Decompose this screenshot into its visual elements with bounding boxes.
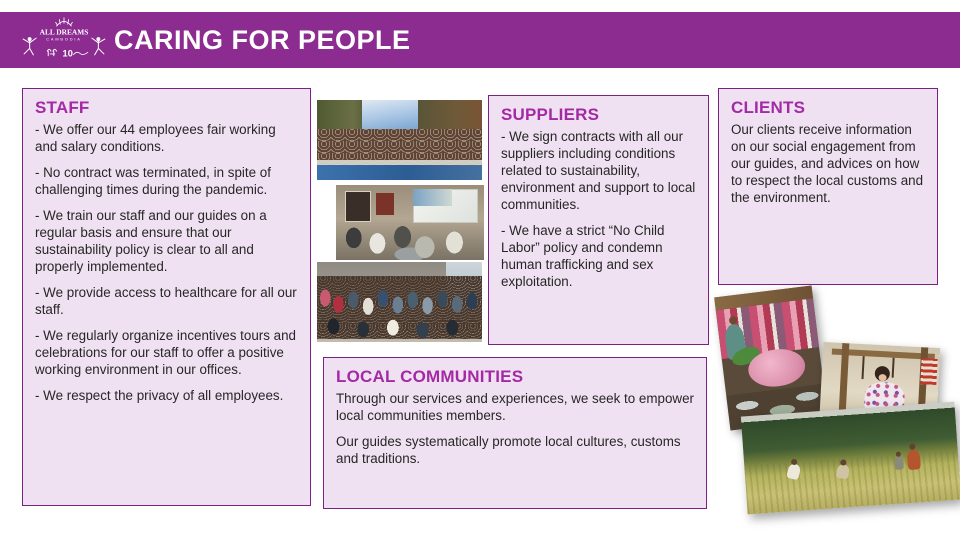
local-communities-heading: LOCAL COMMUNITIES (336, 367, 524, 386)
suppliers-panel (488, 95, 709, 345)
staff-point-6: - We respect the privacy of all employees. (35, 388, 284, 404)
local-communities-point-2: Our guides systematically promote local cultures, customs and traditions. (336, 434, 681, 467)
loom-rope-decor (861, 356, 864, 379)
local-market-photo (714, 286, 828, 431)
harvester-figure-decor (836, 464, 850, 480)
suppliers-point-2: - We have a strict “No Child Labor” policy and condemn human trafficking and sex exploitation. (501, 223, 665, 290)
staff-point-4: - We provide access to healthcare for all our staff. (35, 285, 297, 318)
projected-slide-decor (413, 189, 452, 206)
khmer-script-decor (47, 49, 56, 56)
crown-ornament-icon (56, 18, 73, 26)
harvester-figure-decor (894, 456, 904, 470)
logo-all-dreams-text: ALL DREAMS (39, 27, 89, 37)
local-communities-point-1: Through our services and experiences, we seek to empower local communities members. (336, 391, 695, 424)
local-communities-panel (323, 357, 707, 509)
right-dancer-icon (92, 37, 105, 55)
suppliers-heading: SUPPLIERS (501, 105, 600, 124)
all-dreams-cambodia-logo (16, 14, 112, 66)
left-dancer-icon (23, 37, 36, 55)
staff-heart-hands-photo (317, 262, 482, 342)
staff-point-1: - We offer our 44 employees fair working and salary conditions. (35, 122, 276, 155)
staff-panel (22, 88, 311, 506)
blue-tarp-decor (317, 165, 482, 180)
staff-training-session-photo (336, 185, 484, 260)
header-bar (0, 12, 960, 68)
meeting-attendees-decor (336, 214, 484, 261)
rice-harvest-photo (741, 402, 960, 515)
loom-rope-decor (892, 358, 895, 377)
staff-team-outdoor-photo (317, 100, 482, 180)
wall-picture-decor (376, 193, 394, 216)
page-title: CARING FOR PEOPLE (114, 25, 411, 55)
logo-anniversary-number: 10 (62, 48, 73, 59)
harvester-head-decor (895, 452, 900, 457)
staff-point-5: - We regularly organize incentives tours and celebrations for our staff to offer a positive working environment in our offices. (35, 328, 296, 378)
suppliers-point-1: - We sign contracts with all our suppliers including conditions related to sustainability, environment and support to local communities. (501, 129, 696, 213)
staff-point-2: - No contract was terminated, in spite of challenging times during the pandemic. (35, 165, 271, 198)
group-crowd-decor (317, 276, 482, 338)
clients-text: Our clients receive information on our social engagement from our guides, and advices on how to respect the local customs and the environment. (731, 122, 924, 206)
staff-heading: STAFF (35, 98, 90, 117)
harvester-figure-decor (906, 449, 920, 470)
signature-flourish-decor (73, 52, 88, 55)
logo-cambodia-text: CAMBODIA (46, 36, 82, 42)
clients-heading: CLIENTS (731, 98, 806, 117)
gingham-cloth-decor (921, 358, 938, 385)
clients-panel (718, 88, 938, 285)
weaver-face-decor (878, 374, 886, 381)
staff-point-3: - We train our staff and our guides on a regular basis and ensure that our sustainability policy is clear to all and properly implemented. (35, 208, 267, 275)
team-crowd-decor (317, 129, 482, 166)
rice-field-texture-decor (744, 451, 960, 515)
